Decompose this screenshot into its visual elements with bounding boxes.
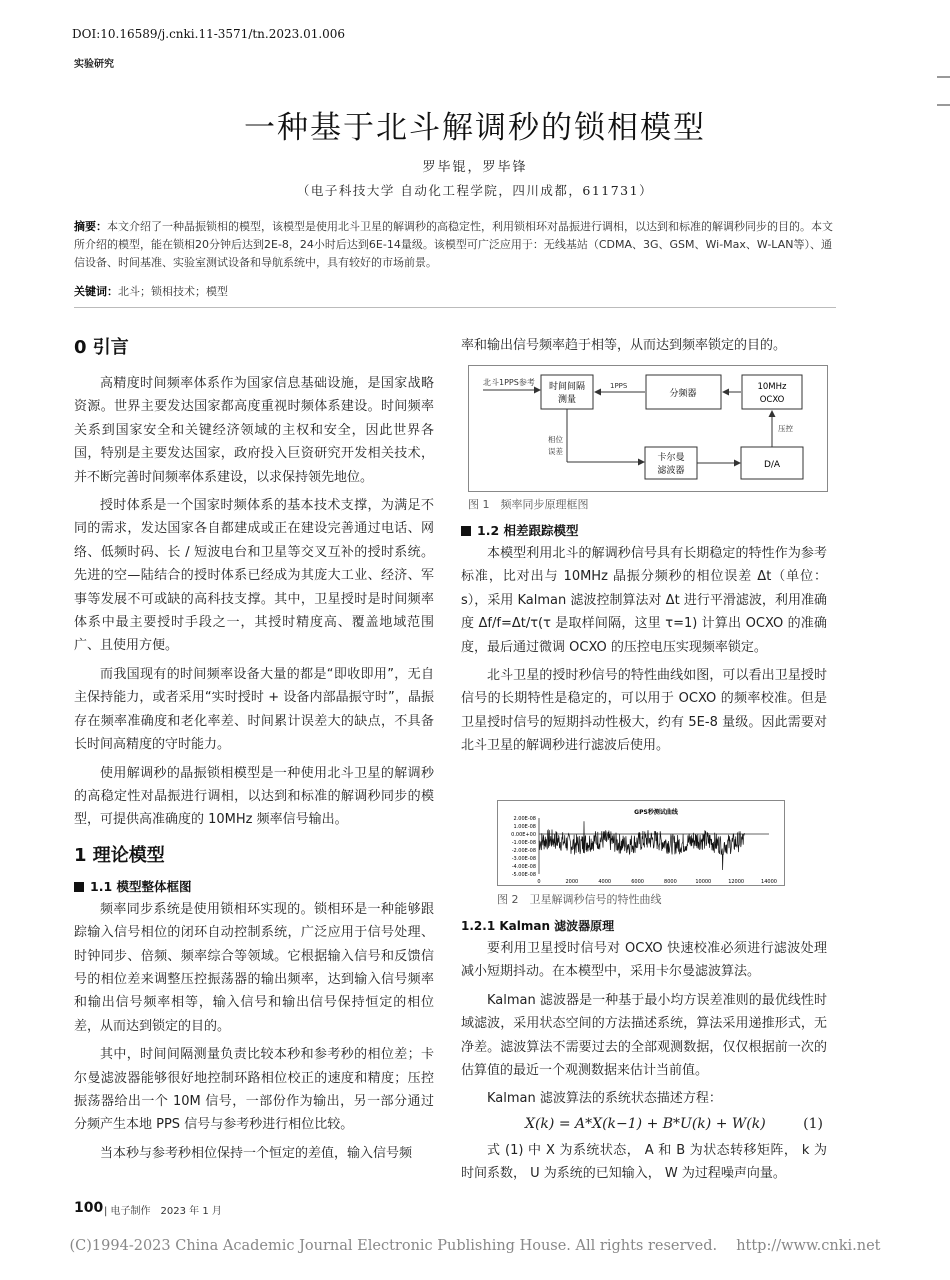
divider-label: 分频器 bbox=[669, 389, 697, 399]
x-tick-label: 14000 bbox=[761, 879, 777, 885]
chart-title: GPS秒测试曲线 bbox=[634, 809, 678, 816]
y-tick-label: -1.00E-08 bbox=[511, 840, 536, 846]
square-bullet-icon bbox=[74, 882, 84, 892]
paragraph: 式 (1) 中 X 为系统状态， A 和 B 为状态转移矩阵， k 为时间系数， U 为系统的已知输入， W 为过程噪声向量。 bbox=[461, 1142, 827, 1182]
square-bullet-icon bbox=[461, 526, 471, 536]
da-label: D/A bbox=[763, 460, 781, 470]
abstract-label: 摘要： bbox=[74, 220, 107, 233]
copyright: (C)1994-2023 China Academic Journal Electronic Publishing House. All rights reserved. http://www.cnki.net bbox=[69, 1238, 881, 1254]
edge-mark bbox=[937, 76, 950, 78]
x-tick-label: 12000 bbox=[728, 879, 745, 885]
x-tick-label: 10000 bbox=[695, 879, 712, 885]
y-tick-label: 1.00E-08 bbox=[513, 824, 536, 830]
paragraph: 要利用卫星授时信号对 OCXO 快速校准必须进行滤波处理减小短期抖动。在本模型中，采用卡尔曼滤波算法。 bbox=[461, 941, 827, 980]
right-column-mid bbox=[461, 520, 827, 758]
figure-2-caption: 图 2 卫星解调秒信号的特性曲线 bbox=[497, 893, 662, 906]
abstract-text: 本文介绍了一种晶振锁相的模型，该模型是使用北斗卫星的解调秒的高稳定性，利用锁相环对晶振进行调相，以达到和标准的解调秒同步的目的。本文所介绍的模型，能在锁相20分钟后达到2E-8，24小时后达到6E-14量级。该模型可广泛应用于：无线基站（CDMA、3G、GSM、Wi-Max、W-LAN等）、通信设备、时间基准、实验室测试设备和导航系统中，具有较好的市场前景。 bbox=[74, 220, 833, 269]
paragraph: 授时体系是一个国家时频体系的基本技术支撑，为满足不同的需求，发达国家各自都建成或正在建设完善通过电话、网络、低频时码、长 / 短波电台和卫星等交叉互补的授时系统。先进的空—陆结合的授时体系已经成为其庞大工业、经济、军事等发展不可或缺的高科技支撑。其中，卫星授时是时间频率体系中最主要授时手段之一，其授时精度高、覆盖地域范围广、且使用方便。 bbox=[74, 498, 434, 654]
figure-2-chart bbox=[497, 800, 785, 886]
affiliation: （电子科技大学 自动化工程学院，四川成都，611731） bbox=[296, 183, 654, 198]
x-tick-label: 8000 bbox=[664, 879, 677, 885]
y-tick-label: -5.00E-08 bbox=[511, 872, 536, 878]
y-tick-label: -2.00E-08 bbox=[511, 848, 536, 854]
paragraph: 当本秒与参考秒相位保持一个恒定的差值，输入信号频 bbox=[100, 1145, 413, 1161]
paragraph: 高精度时间频率体系作为国家信息基础设施，是国家战略资源。世界主要发达国家都高度重视时频体系建设。时间频率关系到国家安全和关键经济领域的主权和安全，因此世界各国，特别是主要发达国家，政府投入巨资研究开发相关技术，并不断完善时间频率体系建设，以求保持领先地位。 bbox=[74, 376, 434, 485]
x-tick-label: 6000 bbox=[631, 879, 644, 885]
y-tick-label: 0.00E+00 bbox=[511, 832, 536, 838]
ocxo-label-1: 10MHz bbox=[757, 382, 787, 392]
paragraph: 其中，时间间隔测量负责比较本秒和参考秒的相位差；卡尔曼滤波器能够很好地控制环路相位校正的速度和精度；压控振荡器给出一个 10M 信号，一部份作为输出，另一部分通过分频产生本地 PPS 信号与参考秒进行相位比较。 bbox=[74, 1047, 434, 1133]
vc-label: 压控 bbox=[778, 424, 793, 433]
section-tag: 实验研究 bbox=[74, 59, 114, 70]
abstract bbox=[74, 218, 836, 272]
x-tick-label: 0 bbox=[537, 879, 541, 885]
subsection-heading: 1.1 模型整体框图 bbox=[74, 876, 434, 898]
paragraph: 北斗卫星的授时秒信号的特性曲线如图，可以看出卫星授时信号的长期特性是稳定的，可以用于 OCXO 的频率校准。但是卫星授时信号的短期抖动性极大，约有 5E-8 量级。因此需要对北斗卫星的解调秒进行滤波后使用。 bbox=[461, 668, 827, 754]
figure-1-caption: 图 1 频率同步原理框图 bbox=[468, 498, 589, 511]
ocxo-label-2: OCXO bbox=[759, 395, 785, 405]
left-column bbox=[74, 336, 434, 1165]
keywords-text: 北斗；锁相技术；模型 bbox=[118, 285, 228, 298]
paragraph: Kalman 滤波算法的系统状态描述方程： bbox=[487, 1091, 722, 1107]
subsection-heading: 1.2 相差跟踪模型 bbox=[461, 520, 827, 542]
y-tick-label: 2.00E-08 bbox=[513, 816, 536, 822]
paragraph: 而我国现有的时间频率设备大量的都是“即收即用”，无自主保持能力，或者采用“实时授时 + 设备内部晶振守时”，晶振存在频率准确度和老化率差、时间累计误差大的缺点，不具备长时间高精度的守时能力。 bbox=[74, 666, 434, 753]
subsubsection-heading: 1.2.1 Kalman 滤波器原理 bbox=[461, 919, 615, 933]
kalman-label-1: 卡尔曼 bbox=[657, 453, 685, 463]
keywords bbox=[74, 283, 228, 299]
pps-label: 1PPS bbox=[610, 382, 628, 390]
paragraph: 使用解调秒的晶振锁相模型是一种使用北斗卫星的解调秒的高稳定性对晶振进行调相，以达到和标准的解调秒同步的模型，可提供高准确度的 10MHz 频率信号输出。 bbox=[74, 765, 434, 828]
phase-error-label-2: 误差 bbox=[548, 447, 563, 456]
page-number: 100 bbox=[74, 1200, 104, 1216]
y-tick-label: -4.00E-08 bbox=[511, 864, 536, 870]
kalman-label-2: 滤波器 bbox=[657, 466, 685, 476]
keywords-label: 关键词： bbox=[74, 285, 118, 298]
journal-info: | 电子制作 2023 年 1 月 bbox=[104, 1206, 222, 1217]
x-tick-label: 4000 bbox=[598, 879, 612, 885]
authors: 罗毕锟，罗毕锋 bbox=[422, 160, 528, 175]
paragraph: Kalman 滤波器是一种基于最小均方误差准则的最优线性时域滤波，采用状态空间的方法描述系统，算法采用递推形式，无净差。滤波算法不需要过去的全部观测数据，仅仅根据前一次的估算值的最近一个观测数据来估计当前值。 bbox=[461, 992, 827, 1079]
section-heading-intro: 0 引言 bbox=[74, 337, 129, 358]
figure-1-block-diagram bbox=[468, 365, 828, 492]
x-tick-label: 2000 bbox=[565, 879, 579, 885]
paragraph: 本模型利用北斗的解调秒信号具有长期稳定的特性作为参考标准，比对出与 10MHz 晶振分频秒的相位误差 Δt（单位：s），采用 Kalman 滤波控制算法对 Δt 进行平滑滤波，利用准确度 Δf/f=Δt/τ(τ 是取样间隔，这里 τ=1) 计算出 OCXO 的准确度，最后通过微调 OCXO 的压控电压实现频率锁定。 bbox=[461, 546, 827, 655]
equation-number: (1) bbox=[803, 1115, 823, 1132]
paragraph: 率和输出信号频率趋于相等，从而达到频率锁定的目的。 bbox=[461, 338, 787, 353]
paragraph: 频率同步系统是使用锁相环实现的。锁相环是一种能够跟踪输入信号相位的闭环自动控制系统，广泛应用于信号处理、时钟同步、倍频、频率综合等领域。它根据输入信号和反馈信号的相位差来调整压控振荡器的输出频率，达到输入信号频率和输出信号频率相等，输入信号和输出信号保持恒定的相位差，从而达到锁定的目的。 bbox=[74, 901, 434, 1034]
equation-row bbox=[461, 1113, 827, 1139]
time-interval-label-2: 测量 bbox=[557, 395, 577, 405]
paper-title: 一种基于北斗解调秒的锁相模型 bbox=[244, 110, 706, 146]
right-column-top bbox=[461, 334, 827, 357]
time-interval-label-1: 时间间隔 bbox=[548, 382, 586, 392]
phase-error-label-1: 相位 bbox=[548, 435, 563, 444]
right-column-bottom bbox=[461, 915, 827, 1186]
section-heading-theory: 1 理论模型 bbox=[74, 844, 165, 866]
y-tick-label: -3.00E-08 bbox=[511, 856, 536, 862]
equation: X(k) = A*X(k−1) + B*U(k) + W(k) bbox=[525, 1115, 766, 1132]
doi: DOI:10.16589/j.cnki.11-3571/tn.2023.01.006 bbox=[72, 27, 346, 41]
input-label: 北斗1PPS参考 bbox=[483, 378, 535, 387]
divider bbox=[74, 307, 836, 308]
